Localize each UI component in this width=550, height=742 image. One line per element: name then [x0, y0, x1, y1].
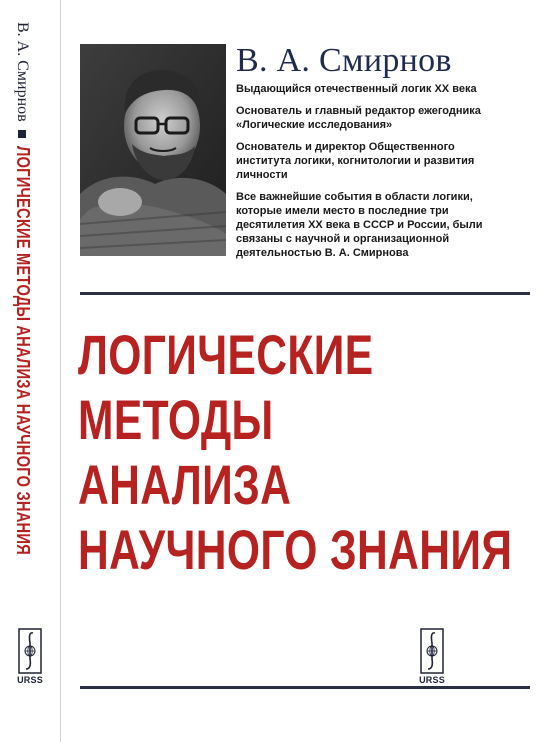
author-description-1 — [236, 82, 536, 96]
description-text: Все важнейшие события в области логики, которые имели место в последние три десятилетия XX века в СССР и России, были связаны с научной и организационной деятельностью В. А. Смирнова — [236, 191, 483, 259]
author-name: В. А. Смирнов — [236, 42, 452, 79]
description-text: Выдающийся отечественный логик XX века — [236, 83, 477, 95]
description-text: Основатель и главный редактор ежегодника «Логические исследования» — [236, 105, 481, 131]
cover-publisher-name: URSS — [419, 675, 445, 685]
title-line: НАУЧНОГО ЗНАНИЯ — [78, 518, 513, 581]
title-line: АНАЛИЗА — [78, 453, 292, 516]
title-line: МЕТОДЫ — [78, 388, 274, 451]
bottom-divider — [80, 686, 530, 689]
urss-integral-globe-icon — [420, 628, 444, 674]
author-description-4 — [236, 190, 516, 260]
title-line: ЛОГИЧЕСКИЕ — [78, 323, 374, 386]
spine-publisher-name: URSS — [17, 675, 43, 685]
urss-integral-globe-icon — [18, 628, 42, 674]
spine-author: В. А. Смирнов — [14, 22, 32, 122]
book-title — [78, 322, 512, 582]
author-description-2 — [236, 104, 526, 132]
top-divider — [80, 292, 530, 295]
author-description-3 — [236, 140, 506, 182]
book-spine — [0, 0, 61, 742]
square-bullet-icon — [19, 130, 27, 138]
spine-title: ЛОГИЧЕСКИЕ МЕТОДЫ АНАЛИЗА НАУЧНОГО ЗНАНИЯ — [13, 145, 33, 555]
author-photo — [80, 44, 226, 256]
cover-publisher-logo — [416, 628, 448, 685]
spine-publisher-logo — [18, 628, 42, 685]
spine-text — [12, 22, 33, 644]
description-text: Основатель и директор Общественного института логики, когнитологии и развития личности — [236, 141, 475, 181]
